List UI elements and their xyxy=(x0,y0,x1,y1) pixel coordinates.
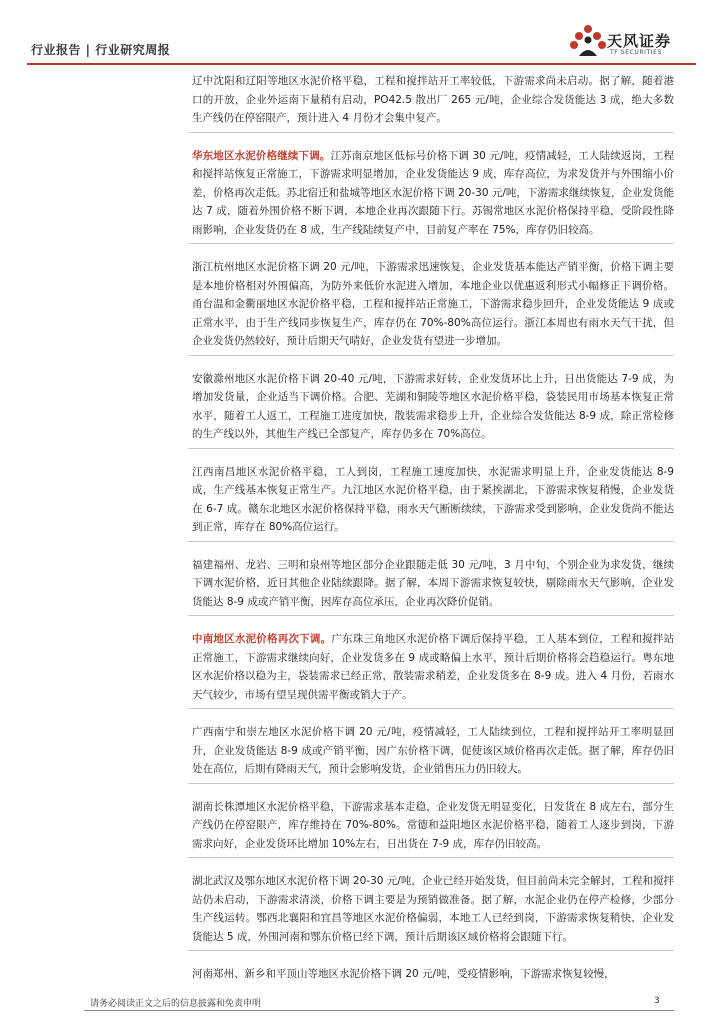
paragraph-text: 湖北武汉及鄂东地区水泥价格下调 20-30 元/吨，企业已经开始发货，但目前尚未完全解封，工程和搅拌站仍未启动，下游需求清淡，价格下调主要是为预销做准备。据了解，水泥企业仍在停产检修，少部分生产线运转。鄂西北襄阳和宜昌等地区水泥价格偏弱，本地工人已经到岗，下游需求恢复稍快，企业发货能达 5 成，外围河南和鄂东价格已经下调，预计后期该区域价格将会跟随下行。 xyxy=(192,875,674,943)
paragraph xyxy=(188,256,674,356)
paragraph-text: 河南郑州、新乡和平顶山等地区水泥价格下调 20 元/吨，受疫情影响，下游需求恢复较慢， xyxy=(192,968,615,980)
paragraph-text: 江西南昌地区水泥价格平稳，工人到岗，工程施工速度加快，水泥需求明显上升，企业发货能达 8-9 成，生产线基本恢复正常生产。九江地区水泥价格平稳，由于紧挨湖北，下游需求恢复稍慢，企业发货在 6-7 成。赣东北地区水泥价格保持平稳，雨水天气断断续续，下游需求受到影响，企业发货尚不能达到正常，库存在 80%高位运行。 xyxy=(192,465,674,533)
paragraph xyxy=(188,554,674,617)
paragraph xyxy=(188,368,674,449)
section-lead-heading: 中南地区水泥价格再次下调。 xyxy=(192,633,332,645)
report-body xyxy=(188,70,674,1000)
paragraph xyxy=(188,796,674,859)
paragraph xyxy=(188,721,674,784)
paragraph xyxy=(188,145,674,245)
paragraph xyxy=(188,461,674,542)
header-divider xyxy=(27,63,696,65)
paragraph xyxy=(188,70,674,133)
page-number: 3 xyxy=(654,996,660,1006)
logo-text-cn: 天风证券 xyxy=(607,32,672,50)
paragraph-text: 江苏南京地区低标号价格下调 30 元/吨，疫情减轻，工人陆续返岗，工程和搅拌站恢复正常施工，下游需求明显增加，企业发货能达 9 成，库存高位，为求发货并与外围缩小价差，价格再次走低。苏北宿迁和盐城等地区水泥价格下调 20-30 元/吨，下游需求继续恢复，企业发货能达 7 成，随着外围价格不断下调，本地企业再次跟随下行。苏锡常地区水泥价格保持平稳，受阶段性降雨影响，企业发货仍在 8 成，生产线陆续复产中，目前复产率在 75%，库存仍旧较高。 xyxy=(192,149,674,236)
paragraph-text: 安徽滁州地区水泥价格下调 20-40 元/吨，下游需求好转，企业发货环比上升，日出货能达 7-9 成，为增加发货量，企业适当下调价格。合肥、芜湖和铜陵等地区水泥价格平稳，袋装民用市场基本恢复正常水平，随着工人返工，工程施工进度加快，散装需求稳步上升，企业综合发货能达 8-9 成，除正常检修的生产线以外，其他生产线已全部复产，库存仍多在 70%高位。 xyxy=(192,372,674,440)
report-category-title: 行业报告 | 行业研究周报 xyxy=(31,43,171,57)
logo-mark-icon xyxy=(568,24,608,58)
paragraph-text: 湖南长株潭地区水泥价格平稳，下游需求基本走稳，企业发货无明显变化，日发货在 8 成左右，部分生产线仍在停窑限产，库存维持在 70%-80%。常德和益阳地区水泥价格平稳，随着工人逐步到岗，下游需求向好，企业发货环比增加 10%左右，日出货在 7-9 成，库存仍旧较高。 xyxy=(192,800,674,850)
paragraph-text: 浙江杭州地区水泥价格下调 20 元/吨，下游需求迅速恢复，企业发货基本能达产销平衡，价格下调主要是本地价格相对外围偏高，为防外来低价水泥进入增加，本地企业以优惠返利形式小幅修正下调价格。甬台温和金衢丽地区水泥价格平稳，工程和搅拌站正常施工，下游需求稳步回升，企业发货能达 9 成或正常水平，由于生产线同步恢复生产，库存仍在 70%-80%高位运行。浙江本周也有雨水天气干扰，但企业发货仍然较好，预计后期天气晴好，企业发货有望进一步增加。 xyxy=(192,261,674,347)
company-logo xyxy=(568,24,698,60)
paragraph xyxy=(188,870,674,951)
logo-text-en: TF SECURITIES xyxy=(610,49,662,56)
paragraph-text: 广西南宁和崇左地区水泥价格下调 20 元/吨，疫情减轻，工人陆续到位，工程和搅拌站开工率明显回升，企业发货能达 8-9 成或产销平衡，因广东价格下调，促使该区域价格再次走低。据了解，库存仍旧处在高位，后期有降雨天气，预计会影响发货，企业销售压力仍旧较大。 xyxy=(192,726,674,775)
paragraph xyxy=(188,963,674,988)
paragraph-text: 辽中沈阳和辽阳等地区水泥价格平稳，工程和搅拌站开工率较低，下游需求尚未启动。据了解，随着港口的开放，企业外运南下量稍有启动，PO42.5 散出厂 265 元/吨，企业综合发货能达 3 成，绝大多数生产线仍在停窑限产，预计进入 4 月份才会集中复产。 xyxy=(192,75,674,124)
footer-disclaimer: 请务必阅读正文之后的信息披露和免责申明 xyxy=(90,999,262,1009)
footer-divider xyxy=(84,1010,674,1011)
paragraph-text: 福建福州、龙岩、三明和泉州等地区部分企业跟随走低 30 元/吨，3 月中旬，个别企业为求发货，继续下调水泥价格，近日其他企业陆续跟降。据了解，本周下游需求恢复较快，剔除雨水天气影响，企业发货能达 8-9 成或产销平衡，因库存高位承压，企业再次降价促销。 xyxy=(192,558,674,608)
section-lead-heading: 华东地区水泥价格继续下调。 xyxy=(192,149,331,162)
paragraph-text: 广东珠三角地区水泥价格下调后保持平稳，工人基本到位，工程和搅拌站正常施工，下游需求继续向好，企业发货多在 9 成或略偏上水平，预计后期价格将会趋稳运行。粤东地区水泥价格以稳为主，袋装需求已经正常，散装需求稍差，企业发货多在 8-9 成。进入 4 月份，若雨水天气较少，市场有望呈现供需平衡或销大于产。 xyxy=(192,633,675,701)
paragraph xyxy=(188,628,674,709)
